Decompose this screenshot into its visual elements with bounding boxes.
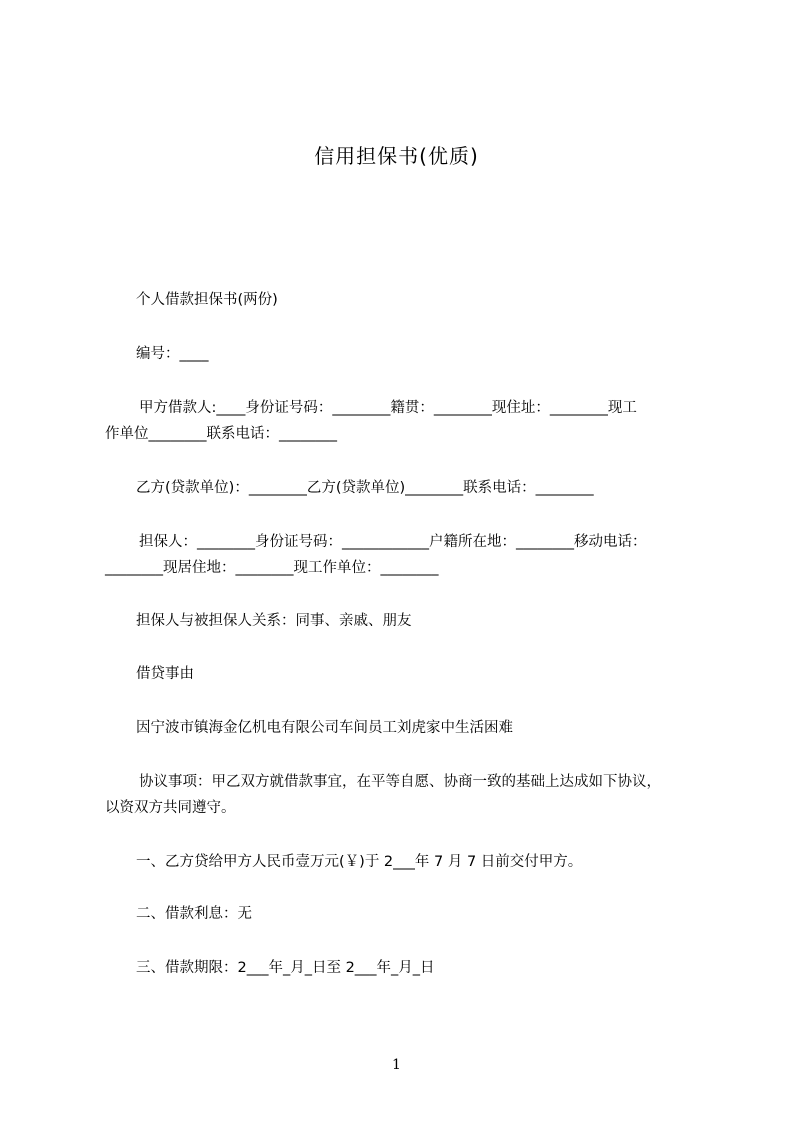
document-title: 信用担保书(优质): [314, 144, 479, 168]
page-number: 1: [392, 1057, 401, 1073]
paragraph-text: 编号：____: [136, 346, 209, 362]
paragraph-agreement: [105, 769, 705, 821]
paragraph-text: 甲方借款人:____身份证号码：________籍贯：________现住址：________现工: [139, 400, 637, 416]
paragraph-loan-reason: [105, 715, 705, 741]
paragraph-clause-3: [105, 955, 705, 981]
paragraph-party-a: [105, 395, 705, 447]
paragraph-text: 个人借款担保书(两份): [136, 292, 278, 308]
paragraph-text: 乙方(贷款单位)：________乙方(贷款单位)________联系电话：________: [136, 480, 594, 496]
paragraph-text: 二、借款利息：无: [136, 906, 252, 922]
paragraph-text: ________现居住地：________现工作单位：________: [105, 560, 439, 576]
paragraph-guarantee-heading: [105, 287, 705, 313]
paragraph-guarantor: [105, 529, 705, 581]
paragraph-text: 三、借款期限：2___年_月_日至 2___年_月_日: [136, 960, 435, 976]
paragraph-text: 协议事项：甲乙双方就借款事宜，在平等自愿、协商一致的基础上达成如下协议，: [139, 774, 661, 790]
paragraph-text: 担保人与被担保人关系：同事、亲戚、朋友: [136, 613, 412, 629]
paragraph-text: 担保人：________身份证号码：____________户籍所在地：________移动电话：: [139, 534, 647, 550]
paragraph-relationship: [105, 608, 705, 634]
paragraph-text: 以资双方共同遵守。: [105, 800, 236, 816]
paragraph-clause-1: [105, 849, 705, 875]
paragraph-text: 作单位________联系电话：________: [105, 426, 337, 442]
paragraph-loan-reason-heading: [105, 661, 705, 687]
paragraph-clause-2: [105, 901, 705, 927]
paragraph-text: 借贷事由: [136, 666, 194, 682]
paragraph-text: 因宁波市镇海金亿机电有限公司车间员工刘虎家中生活困难: [136, 720, 513, 736]
paragraph-party-b: [105, 475, 705, 501]
paragraph-text: 一、乙方贷给甲方人民币壹万元(￥)于 2___年 7 月 7 日前交付甲方。: [136, 854, 583, 870]
paragraph-serial-number: [105, 341, 705, 367]
